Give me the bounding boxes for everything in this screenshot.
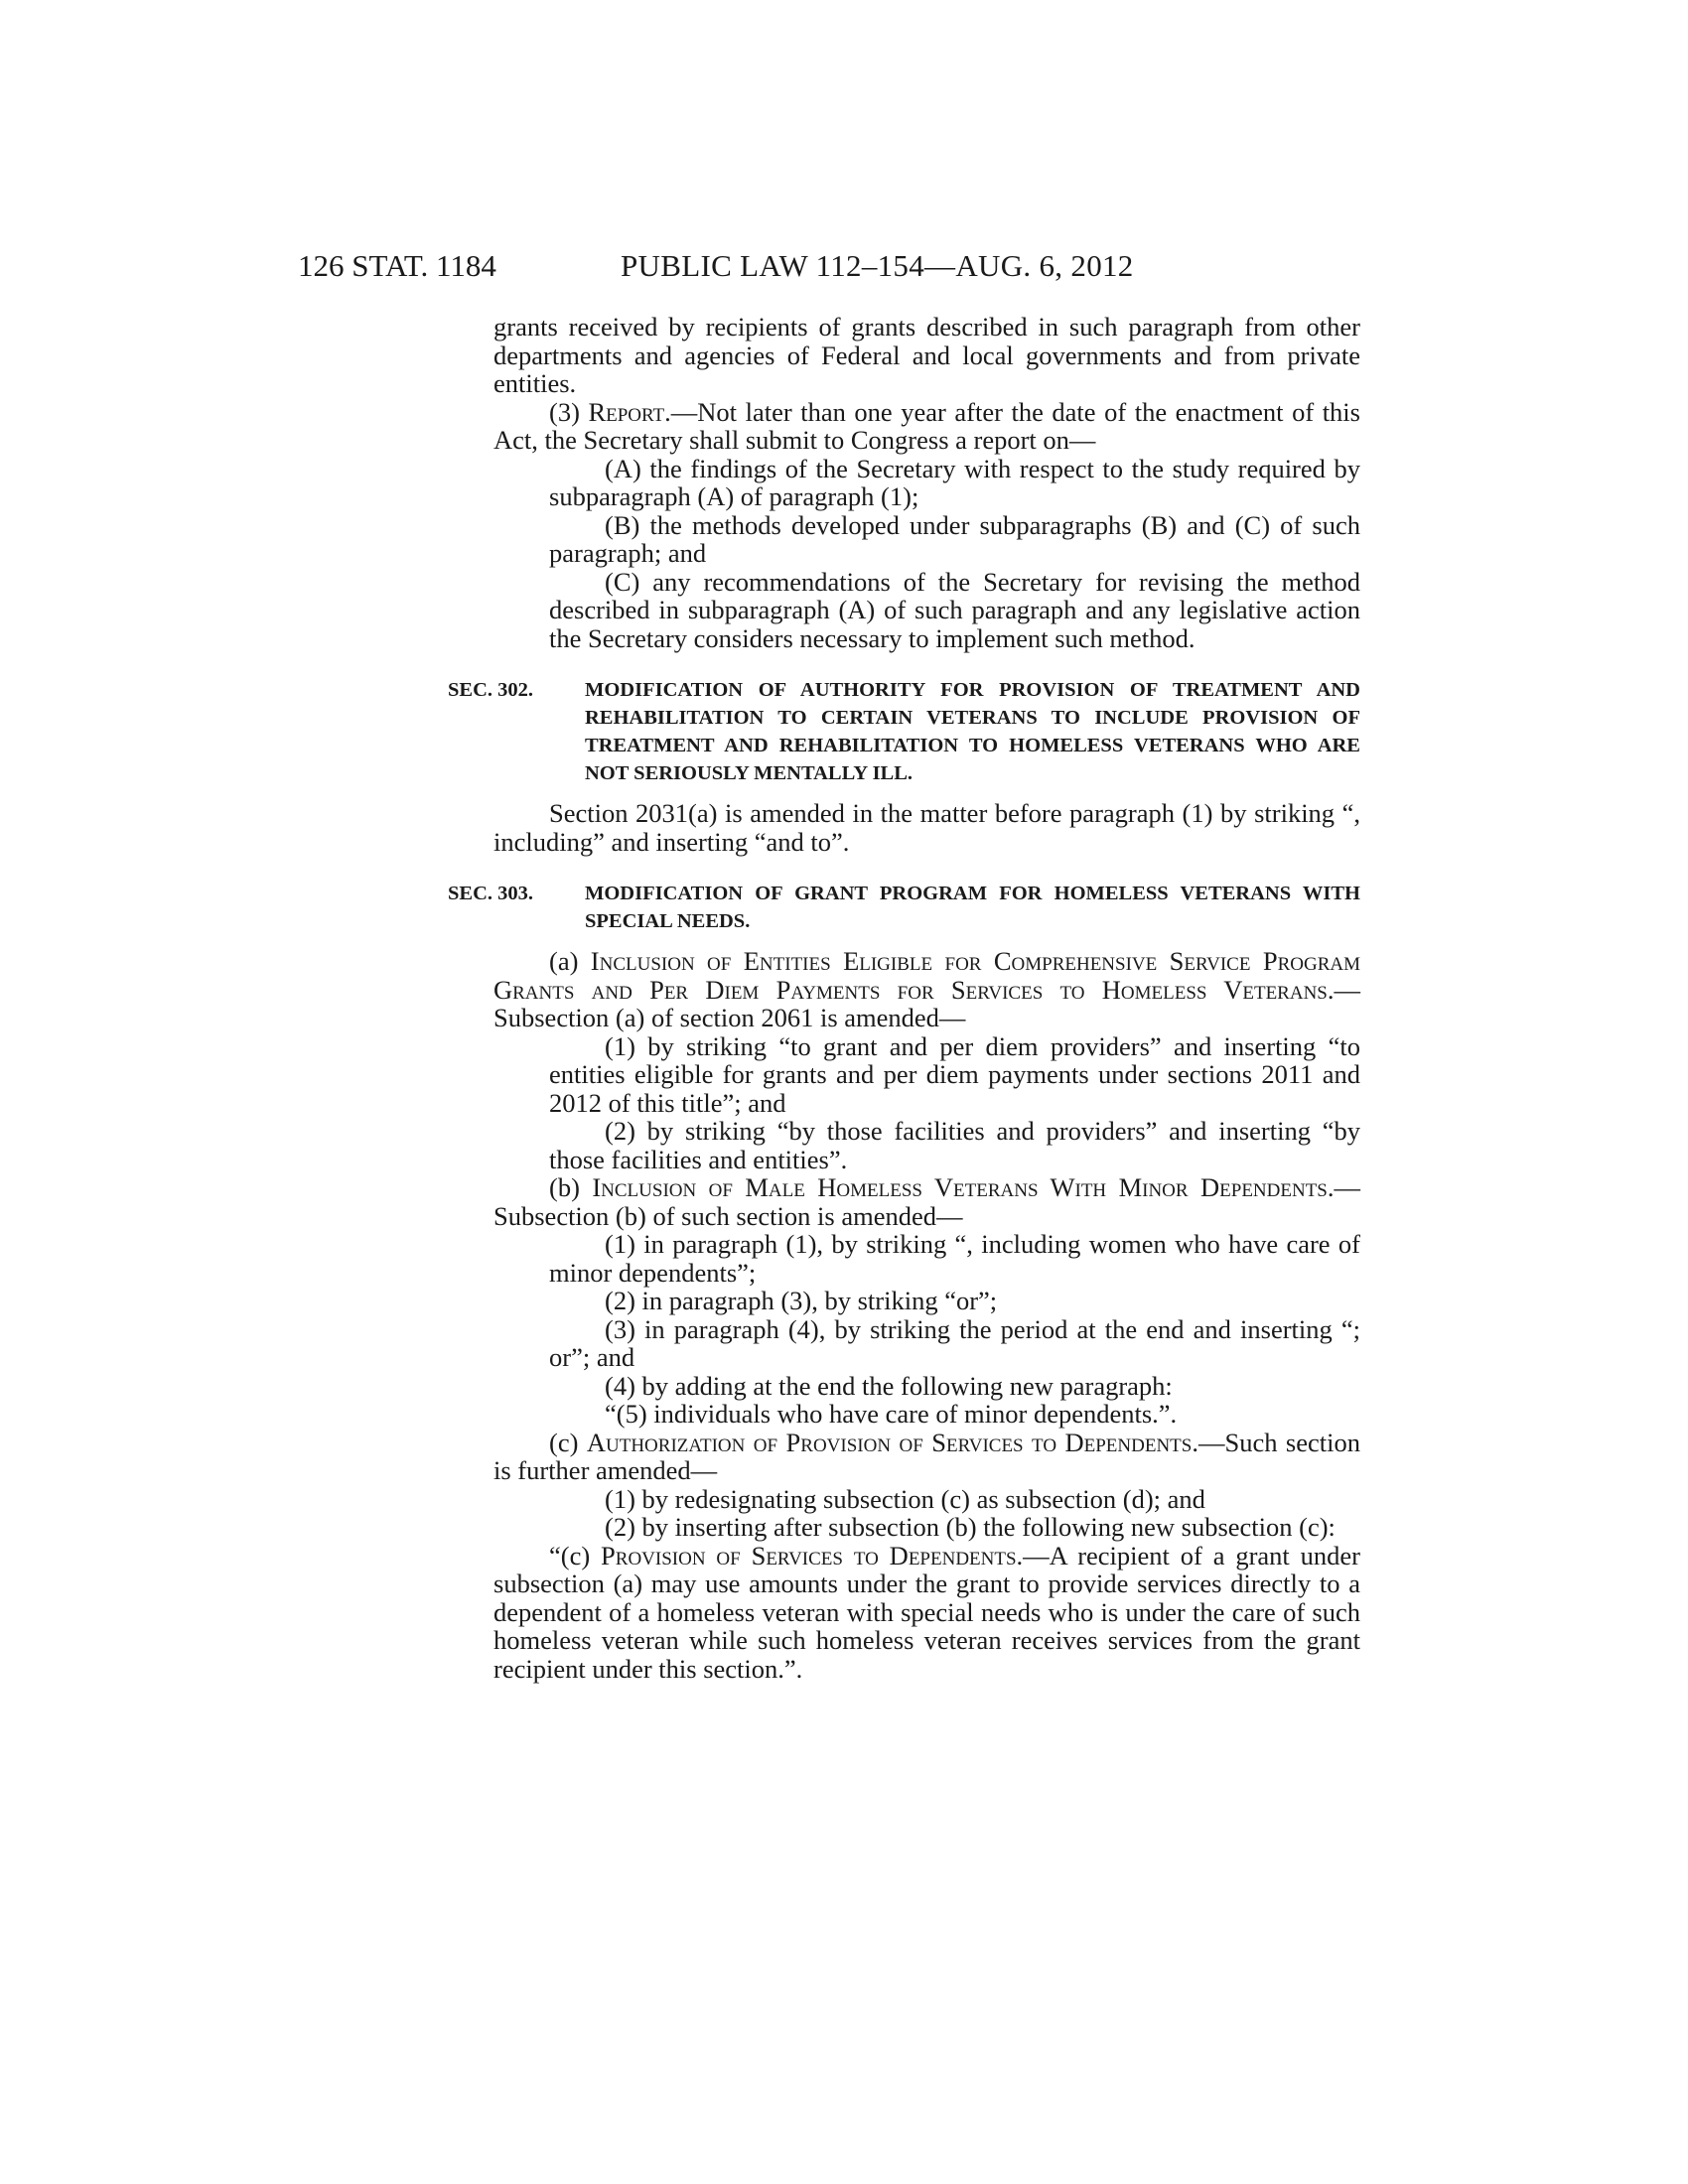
subsection-a-text: .—Subsection (a) of section 2061 is amended— bbox=[493, 974, 1360, 1032]
subsection-c-item-2: (2) by inserting after subsection (b) the following new subsection (c): bbox=[605, 1512, 1336, 1542]
section-303-title: MODIFICATION OF GRANT PROGRAM FOR HOMELESS VETERANS WITH SPECIAL NEEDS. bbox=[585, 883, 1360, 932]
subsection-a-number: (a) bbox=[549, 946, 591, 976]
report-text: .—Not later than one year after the date of the enactment of this Act, the Secretary shall submit to Congress a report on— bbox=[493, 396, 1360, 455]
subsection-c-text: .—Such section is further amended— bbox=[493, 1427, 1360, 1485]
subsection-a bbox=[493, 947, 1360, 1032]
subsection-c-item-1: (1) by redesignating subsection (c) as subsection (d); and bbox=[605, 1483, 1205, 1514]
subsection-b-text: .—Subsection (b) of such section is amended— bbox=[493, 1172, 1360, 1231]
subsection-c-number: (c) bbox=[549, 1427, 587, 1457]
subsection-a-heading: Inclusion of Entities Eligible for Comprehensive Service Program Grants and Per Diem Payments for Services to Homeless Veterans bbox=[493, 946, 1360, 1005]
inserted-subsection-c bbox=[493, 1542, 1360, 1684]
subsection-b-heading: Inclusion of Male Homeless Veterans With Minor Dependents bbox=[592, 1172, 1328, 1202]
subsection-b-item-4: (4) by adding at the end the following new paragraph: bbox=[605, 1370, 1173, 1401]
inserted-subsection-heading: Provision of Services to Dependents bbox=[601, 1540, 1017, 1570]
statute-reference: 126 STAT. 1184 bbox=[298, 248, 496, 283]
subsection-c bbox=[493, 1429, 1360, 1485]
report-item-c: (C) any recommendations of the Secretary for revising the method described in subparagraph (A) of such paragraph and any legislative action the Secretary considers necessary to implement such method. bbox=[549, 566, 1360, 653]
report-heading: Report bbox=[588, 396, 665, 427]
section-303-number: SEC. 303. bbox=[448, 883, 534, 904]
report-item-a: (A) the findings of the Secretary with respect to the study required by subparagraph (A) of paragraph (1); bbox=[549, 453, 1360, 511]
subsection-b-item-3: (3) in paragraph (4), by striking the period at the end and inserting “; or”; and bbox=[549, 1313, 1360, 1372]
report-item-b: (B) the methods developed under subparagraphs (B) and (C) of such paragraph; and bbox=[549, 509, 1360, 568]
subsection-a-item-1: (1) by striking “to grant and per diem providers” and inserting “to entities eligible for grants and per diem payments under sections 2011 and 2012 of this title”; and bbox=[549, 1030, 1360, 1118]
subsection-c-heading: Authorization of Provision of Services to Dependents bbox=[586, 1427, 1193, 1457]
inserted-subsection-text: .—A recipient of a grant under subsection (a) may use amounts under the grant to provide services directly to a dependent of a homeless veteran with special needs who is under the care of such homeless veteran while such homeless veteran receives services from the grant recipient under this section.”. bbox=[493, 1540, 1360, 1684]
subsection-b-item-1: (1) in paragraph (1), by striking “, including women who have care of minor dependents”; bbox=[549, 1229, 1360, 1288]
section-303-heading bbox=[448, 880, 1360, 935]
section-302-heading bbox=[448, 676, 1360, 787]
continuation-paragraph: grants received by recipients of grants described in such paragraph from other departments and agencies of Federal and local governments and from private entities. bbox=[493, 312, 1360, 398]
report-number: (3) bbox=[549, 396, 589, 427]
page-header bbox=[298, 246, 1400, 286]
subsection-b-quoted-paragraph: “(5) individuals who have care of minor dependents.”. bbox=[605, 1399, 1178, 1429]
report-paragraph bbox=[493, 398, 1360, 455]
subsection-a-item-2: (2) by striking “by those facilities and providers” and inserting “by those facilities and entities”. bbox=[549, 1116, 1360, 1174]
section-302-body: Section 2031(a) is amended in the matter before paragraph (1) by striking “, including” and inserting “and to”. bbox=[493, 798, 1360, 857]
section-302-number: SEC. 302. bbox=[448, 679, 534, 701]
inserted-subsection-number: “(c) bbox=[549, 1540, 602, 1570]
document-body bbox=[448, 312, 1360, 1684]
subsection-b-item-2: (2) in paragraph (3), by striking “or”; bbox=[605, 1286, 998, 1315]
public-law-date: PUBLIC LAW 112–154—AUG. 6, 2012 bbox=[621, 248, 1134, 283]
section-302-title: MODIFICATION OF AUTHORITY FOR PROVISION OF TREATMENT AND REHABILITATION TO CERTAIN VETERANS TO INCLUDE PROVISION OF TREATMENT AND REHABILITATION TO HOMELESS VETERANS WHO ARE NOT SERIOUSLY MENTALLY ILL. bbox=[585, 679, 1360, 784]
subsection-b-number: (b) bbox=[549, 1172, 593, 1202]
subsection-b bbox=[493, 1173, 1360, 1230]
